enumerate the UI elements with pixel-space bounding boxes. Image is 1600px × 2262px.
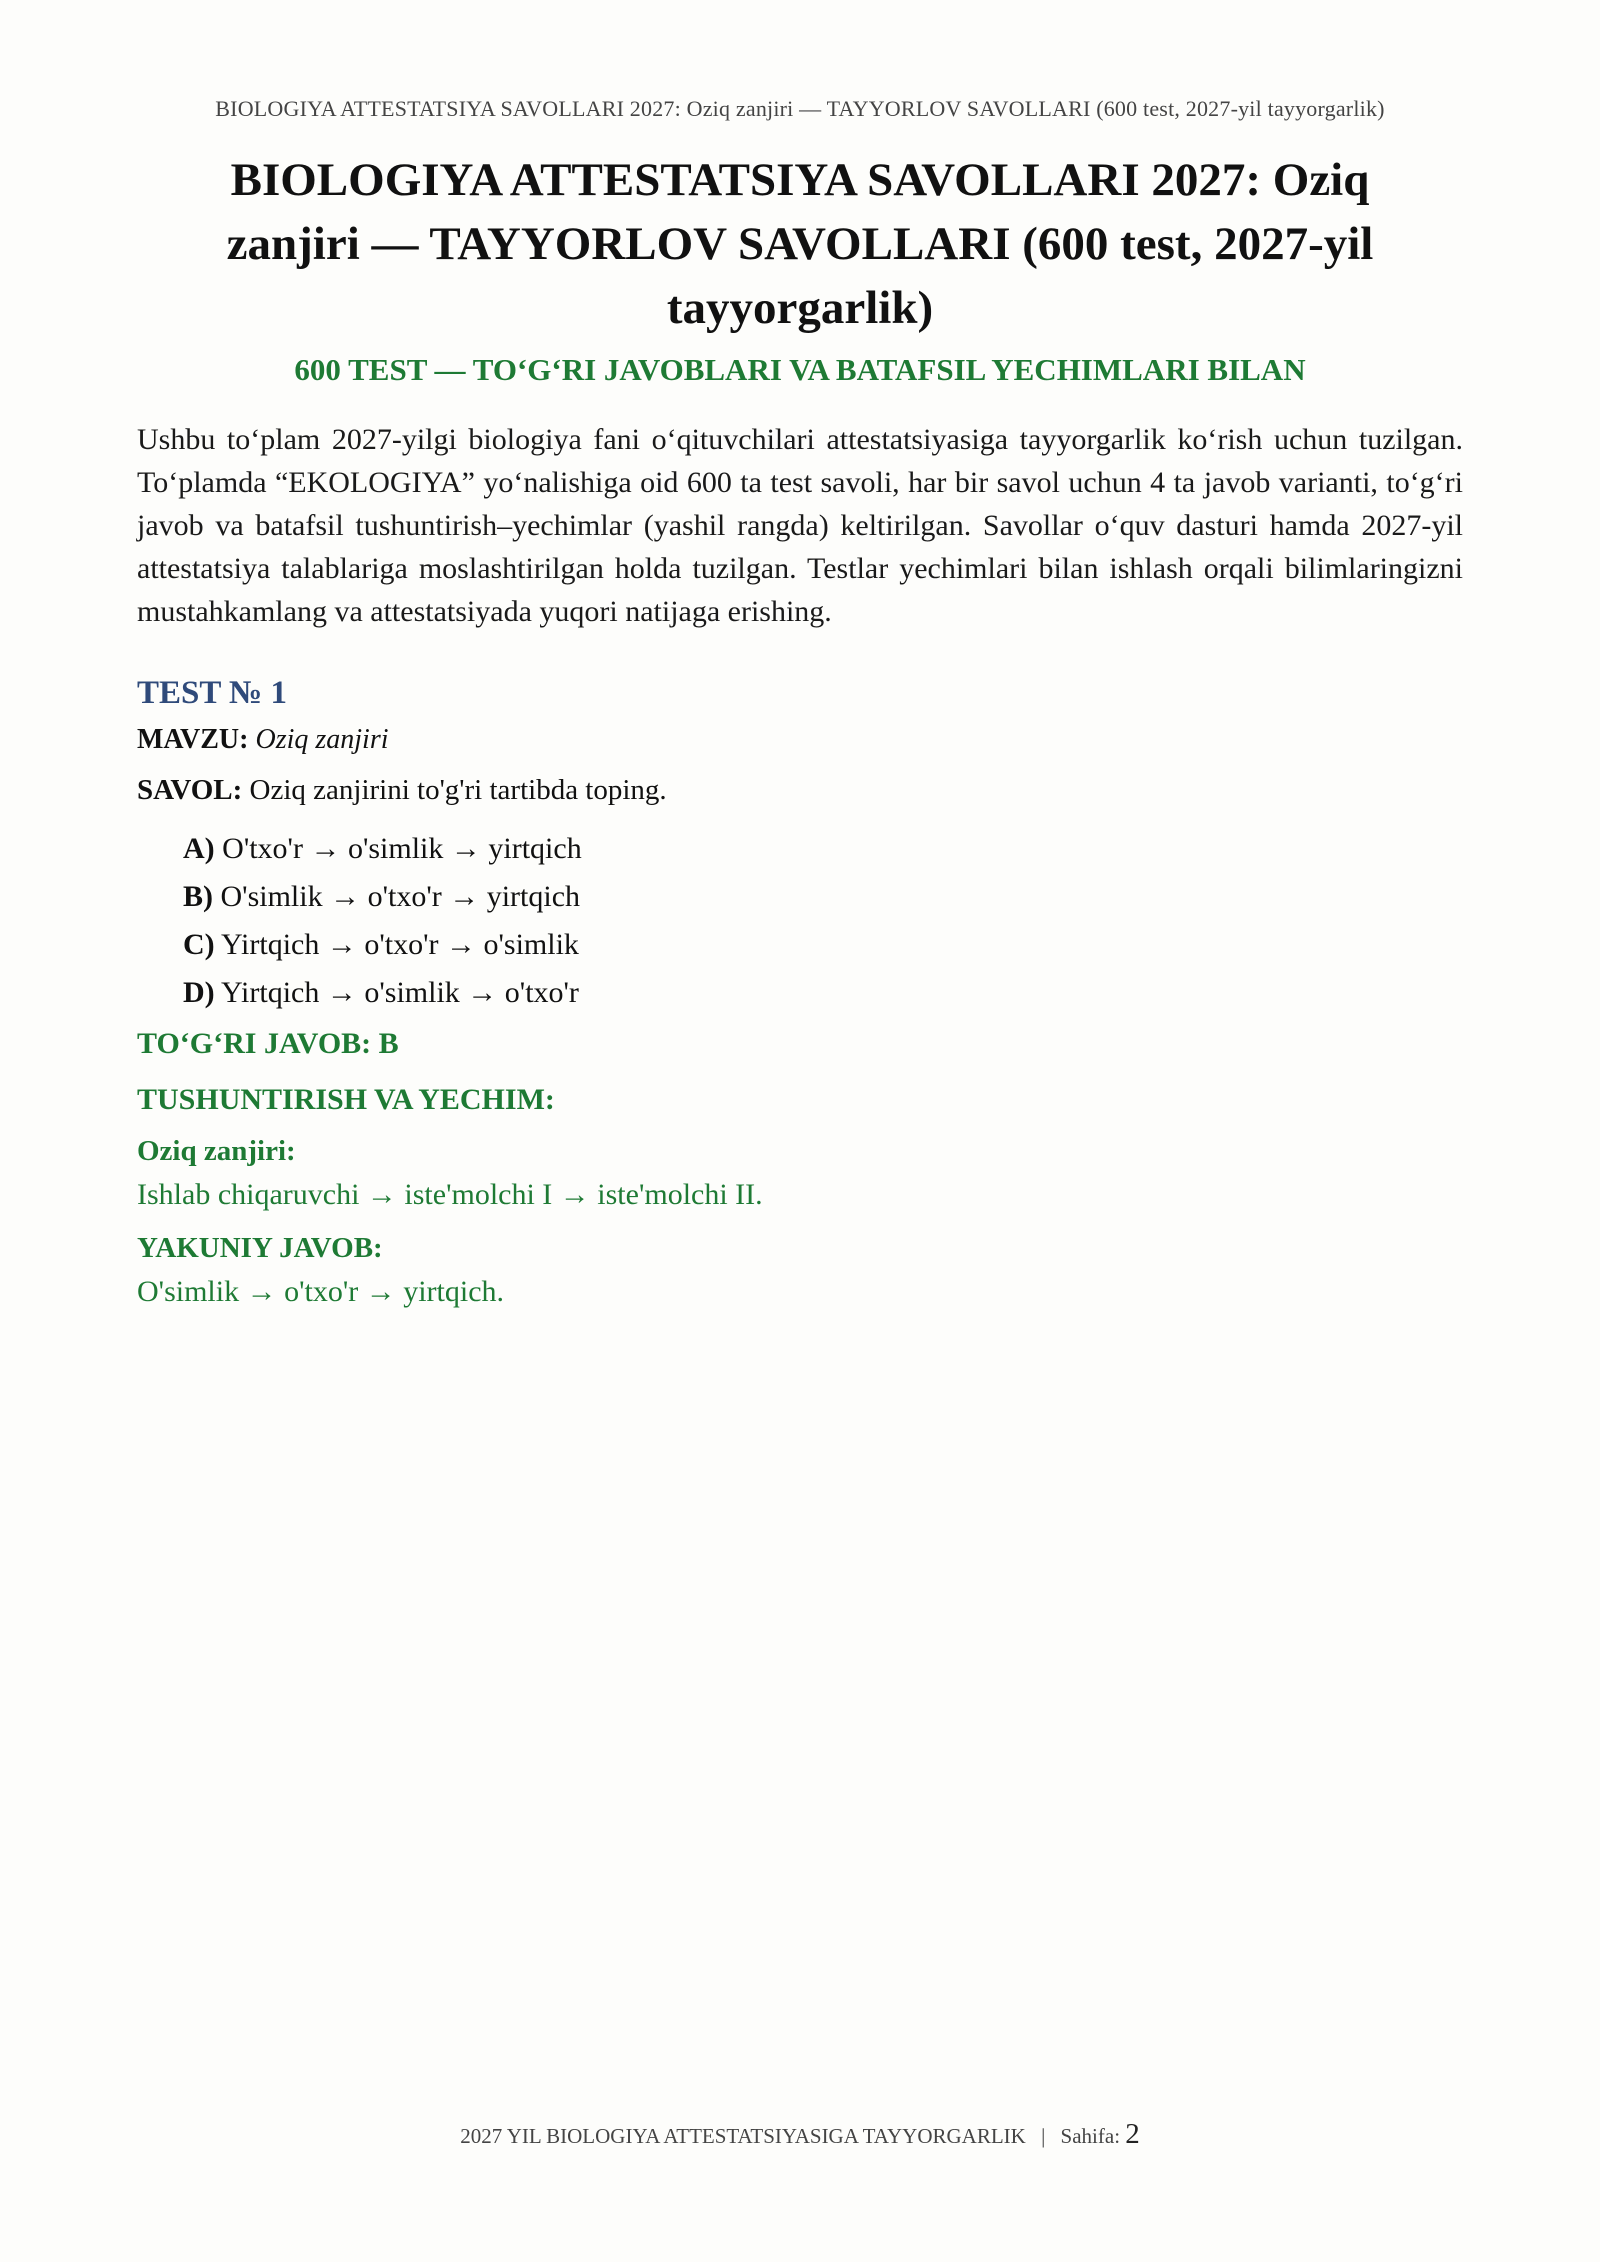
- option-letter: C): [183, 928, 215, 961]
- intro-paragraph: Ushbu to‘plam 2027-yilgi biologiya fani o‘qituvchilari attestatsiyasiga tayyorgarlik ko‘rish uchun tuzilgan. To‘plamda “EKOLOGIYA” yo‘nalishiga oid 600 ta test savoli, har bir savol uchun 4 ta javob varianti, to‘g‘ri javob va batafsil tushuntirish–yechimlar (yashil rangda) keltirilgan. Savollar o‘quv dasturi hamda 2027-yil attestatsiya talablariga moslashtirilgan holda tuzilgan. Testlar yechimlari bilan ishlash orqali bilimlaringizni mustahkamlang va attestatsiyada yuqori natijaga erishing.: [137, 423, 1463, 628]
- page-footer: [0, 2118, 1600, 2151]
- explanation-text: Ishlab chiqaruvchi → iste'molchi I → iste'molchi II.: [137, 1178, 763, 1211]
- answer-options: [183, 825, 1463, 1017]
- option-text: O'txo'r → o'simlik → yirtqich: [222, 832, 582, 865]
- explanation-subtitle: Oziq zanjiri:: [137, 1135, 296, 1167]
- topic-line: [137, 724, 1463, 756]
- option-d: [183, 969, 1463, 1017]
- option-text: O'simlik → o'txo'r → yirtqich: [220, 880, 581, 913]
- option-letter: B): [183, 880, 213, 913]
- option-c: [183, 921, 1463, 969]
- correct-answer: TO‘G‘RI JAVOB: B: [137, 1027, 399, 1060]
- final-answer-title: YAKUNIY JAVOB:: [137, 1232, 383, 1264]
- option-letter: D): [183, 976, 215, 1009]
- page-title: BIOLOGIYA ATTESTATSIYA SAVOLLARI 2027: Oziq zanjiri — TAYYORLOV SAVOLLARI (600 test, 2027-yil tayyorgarlik): [226, 154, 1374, 334]
- page-subtitle: 600 TEST — TO‘G‘RI JAVOBLARI VA BATAFSIL YECHIMLARI BILAN: [294, 352, 1306, 387]
- page-label: Sahifa:: [1060, 2124, 1121, 2148]
- footer-text: 2027 YIL BIOLOGIYA ATTESTATSIYASIGA TAYYORGARLIK: [460, 2124, 1026, 2148]
- running-header: BIOLOGIYA ATTESTATSIYA SAVOLLARI 2027: Oziq zanjiri — TAYYORLOV SAVOLLARI (600 test, 2027-yil tayyorgarlik): [215, 96, 1385, 121]
- page-content: [137, 148, 1463, 1309]
- question-label: SAVOL:: [137, 774, 243, 806]
- option-text: Yirtqich → o'txo'r → o'simlik: [221, 928, 579, 961]
- page-number: 2: [1125, 2118, 1140, 2150]
- footer-separator: |: [1041, 2124, 1046, 2148]
- question-text: Oziq zanjirini to'g'ri tartibda toping.: [249, 774, 667, 806]
- option-a: [183, 825, 1463, 873]
- option-letter: A): [183, 832, 215, 865]
- topic-value: Oziq zanjiri: [255, 724, 389, 755]
- test-heading: TEST № 1: [137, 675, 287, 711]
- option-b: [183, 873, 1463, 921]
- explanation-title: TUSHUNTIRISH VA YECHIM:: [137, 1083, 555, 1116]
- question-line: [137, 774, 1463, 807]
- option-text: Yirtqich → o'simlik → o'txo'r: [221, 976, 579, 1009]
- final-answer-text: O'simlik → o'txo'r → yirtqich.: [137, 1275, 505, 1308]
- topic-label: MAVZU:: [137, 724, 249, 755]
